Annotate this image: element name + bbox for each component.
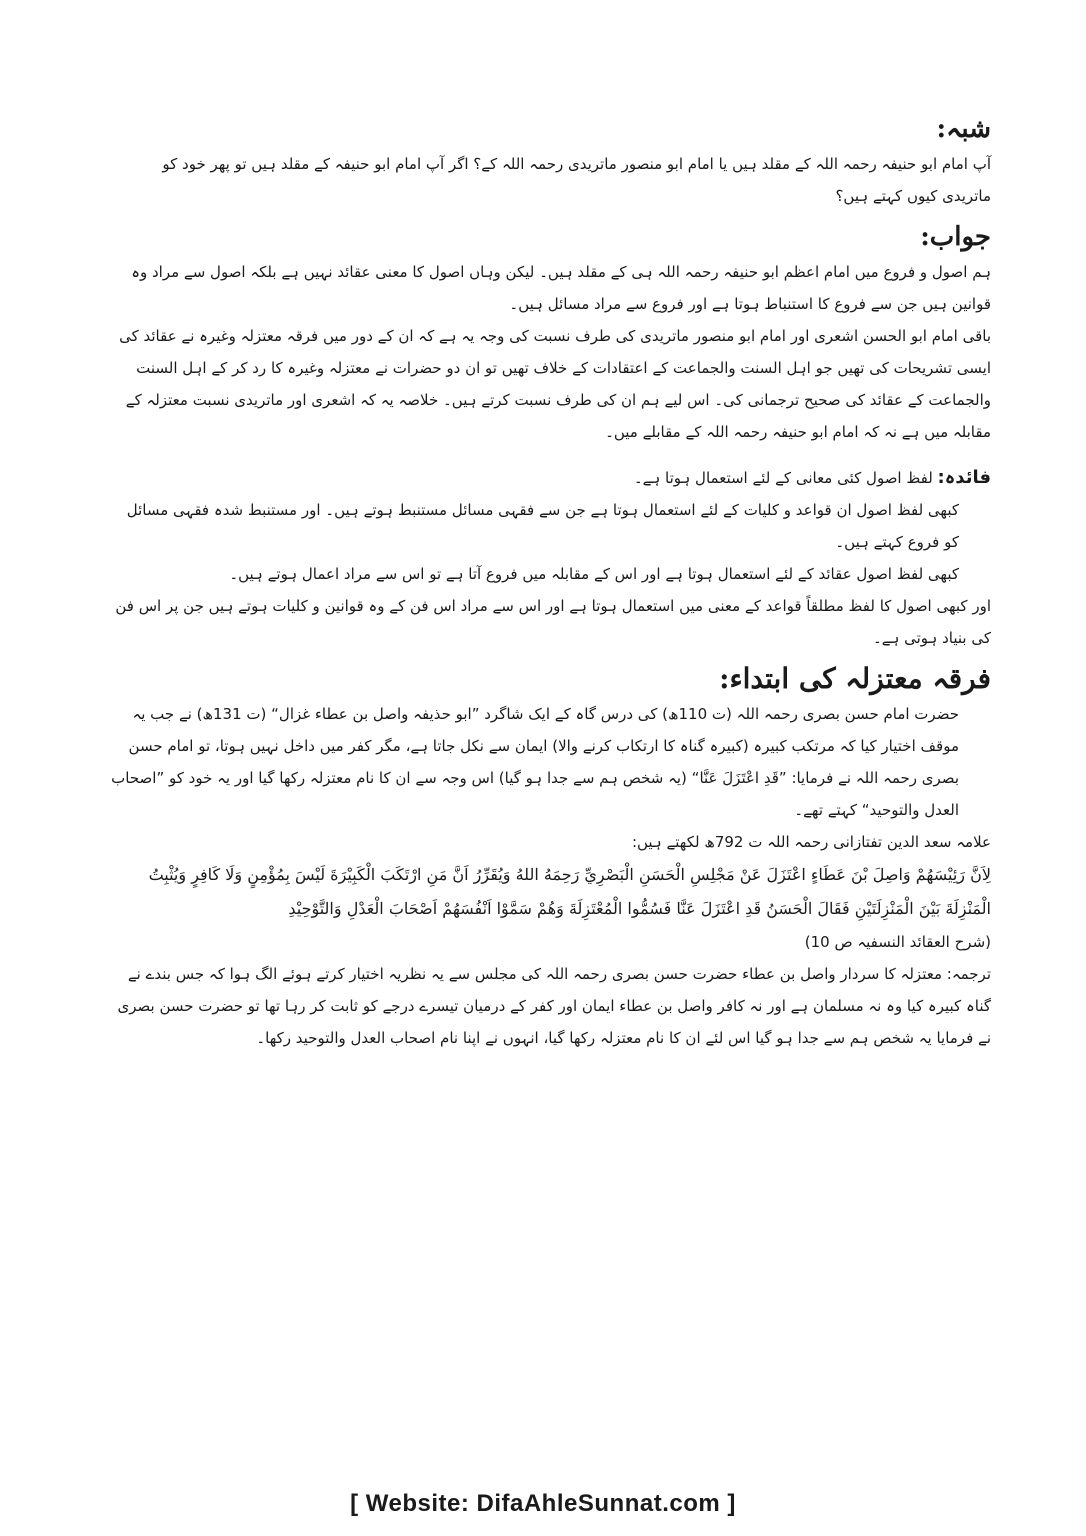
shubha-question: آپ امام ابو حنیفہ رحمہ اللہ کے مقلد ہیں یا امام ابو منصور ماتریدی رحمہ اللہ کے؟ اگر آپ امام ابو حنیفہ کے مقلد ہیں تو پھر خود کو ماتریدی کیوں کہتے ہیں؟ (162, 155, 991, 205)
faida-line-2: کبھی لفظ اصول عقائد کے لئے استعمال ہوتا ہے اور اس کے مقابلہ میں فروع آتا ہے تو اس سے مراد اعمال ہوتے ہیں۔ (229, 565, 959, 583)
faida-intro-text: لفظ اصول کئی معانی کے لئے استعمال ہوتا ہے۔ (633, 469, 933, 487)
translation-paragraph: ترجمہ: معتزلہ کا سردار واصل بن عطاء حضرت حسن بصری رحمہ اللہ کی مجلس سے یہ نظریہ اختیار کرتے ہوئے الگ ہوا کہ جس بندے نے گناہ کبیرہ کیا وہ نہ مسلمان ہے اور نہ کافر واصل بن عطاء ایمان اور کفر کے درمیان تیسرے درجے کو ثابت کر رہا تھا تو حضرت حسن بصری نے فرمایا یہ شخص ہم سے جدا ہو گیا اس لئے ان کا نام معتزلہ رکھا گیا، انہوں نے اپنا نام اصحاب العدل والتوحید رکھا۔ (117, 965, 991, 1047)
faida-line-1: کبھی لفظ اصول ان قواعد و کلیات کے لئے استعمال ہوتا ہے جن سے فقہی مسائل مستنبط ہوتے ہیں۔ اور مستنبط شدہ فقہی مسائل کو فروع کہتے ہیں۔ (126, 501, 959, 551)
quote-intro: علامہ سعد الدین تفتازانی رحمہ اللہ ت 792ھ لکھتے ہیں: (631, 833, 991, 851)
mutazila-paragraph: حضرت امام حسن بصری رحمہ اللہ (ت 110ھ) کی درس گاہ کے ایک شاگرد ”ابو حذیفہ واصل بن عطاء غزال“ (ت 131ھ) نے جب یہ موقف اختیار کیا کہ مرتکب کبیرہ (کبیرہ گناہ کا ارتکاب کرنے والا) ایمان سے نکل جاتا ہے، مگر کفر میں داخل نہیں ہوتا، تو امام حسن بصری رحمہ اللہ نے فرمایا: ”قَدِ اعْتَزَلَ عَنَّا“ (یہ شخص ہم سے جدا ہو گیا) اس وجہ سے ان کا نام معتزلہ رکھا گیا اور یہ خود کو ”اصحاب العدل والتوحید“ کہتے تھے۔ (111, 705, 959, 819)
arabic-quote-line-2: الْمَنْزِلَةَ بَيْنَ الْمَنْزِلَتَيْنِ فَقَالَ الْحَسَنُ قَدِ اعْتَزَلَ عَنَّا فَسُمُّوا الْمُعْتَزِلَةَ وَهُمْ سَمَّوْا اَنْفُسَهُمْ اَصْحَابَ الْعَدْلِ وَالتَّوْحِيْدِ (288, 899, 991, 918)
arabic-quote-line-1: لِاَنَّ رَئِيْسَهُمْ وَاصِلَ بْنَ عَطَاءٍ اعْتَزَلَ عَنْ مَجْلِسِ الْحَسَنِ الْبَصْرِيِّ رَحِمَهُ اللهُ وَيُقَرِّرُ اَنَّ مَنِ ارْتَكَبَ الْكَبِيْرَةَ لَيْسَ بِمُؤْمِنٍ وَلَا كَافِرٍ وَيُثْبِتُ (148, 865, 991, 884)
jawab-heading: جواب: (920, 222, 991, 252)
faida-intro (110, 462, 991, 494)
document-page (110, 110, 991, 1054)
faida-line-3: اور کبھی اصول کا لفظ مطلقاً قواعد کے معنی میں استعمال ہوتا ہے اور اس سے مراد اس فن کے وہ قوانین و کلیات ہوتے ہیں جن پر اس فن کی بنیاد ہوتی ہے۔ (115, 597, 991, 647)
quote-reference: (شرح العقائد النسفیہ ص 10) (804, 933, 991, 951)
mutazila-heading: فرقہ معتزلہ کی ابتداء: (719, 662, 991, 695)
jawab-paragraph-2: باقی امام ابو الحسن اشعری اور امام ابو منصور ماتریدی کی طرف نسبت کی وجہ یہ ہے کہ ان کے دور میں فرقہ معتزلہ وغیرہ نے عقائد کی ایسی تشریحات کی تھیں جو اہل السنت والجماعت کے اعتقادات کے خلاف تھیں تو ان دو حضرات نے معتزلہ وغیرہ کا رد کر کے اہل السنت والجماعت کے عقائد کی صحیح ترجمانی کی۔ اس لیے ہم ان کی طرف نسبت کرتے ہیں۔ خلاصہ یہ کہ اشعری اور ماتریدی نسبت معتزلہ کے مقابلہ میں ہے نہ کہ امام ابو حنیفہ رحمہ اللہ کے مقابلے میں۔ (119, 327, 991, 441)
jawab-paragraph-1: ہم اصول و فروع میں امام اعظم ابو حنیفہ رحمہ اللہ ہی کے مقلد ہیں۔ لیکن وہاں اصول کا معنی عقائد نہیں ہے بلکہ اصول سے مراد وہ قوانین ہیں جن سے فروع کا استنباط ہوتا ہے اور فروع سے مراد مسائل ہیں۔ (131, 263, 991, 313)
website-footer: [ Website: DifaAhleSunnat.com ] (350, 1490, 736, 1517)
faida-label: فائدہ: (937, 467, 991, 488)
shubha-heading: شبہ: (936, 114, 991, 144)
